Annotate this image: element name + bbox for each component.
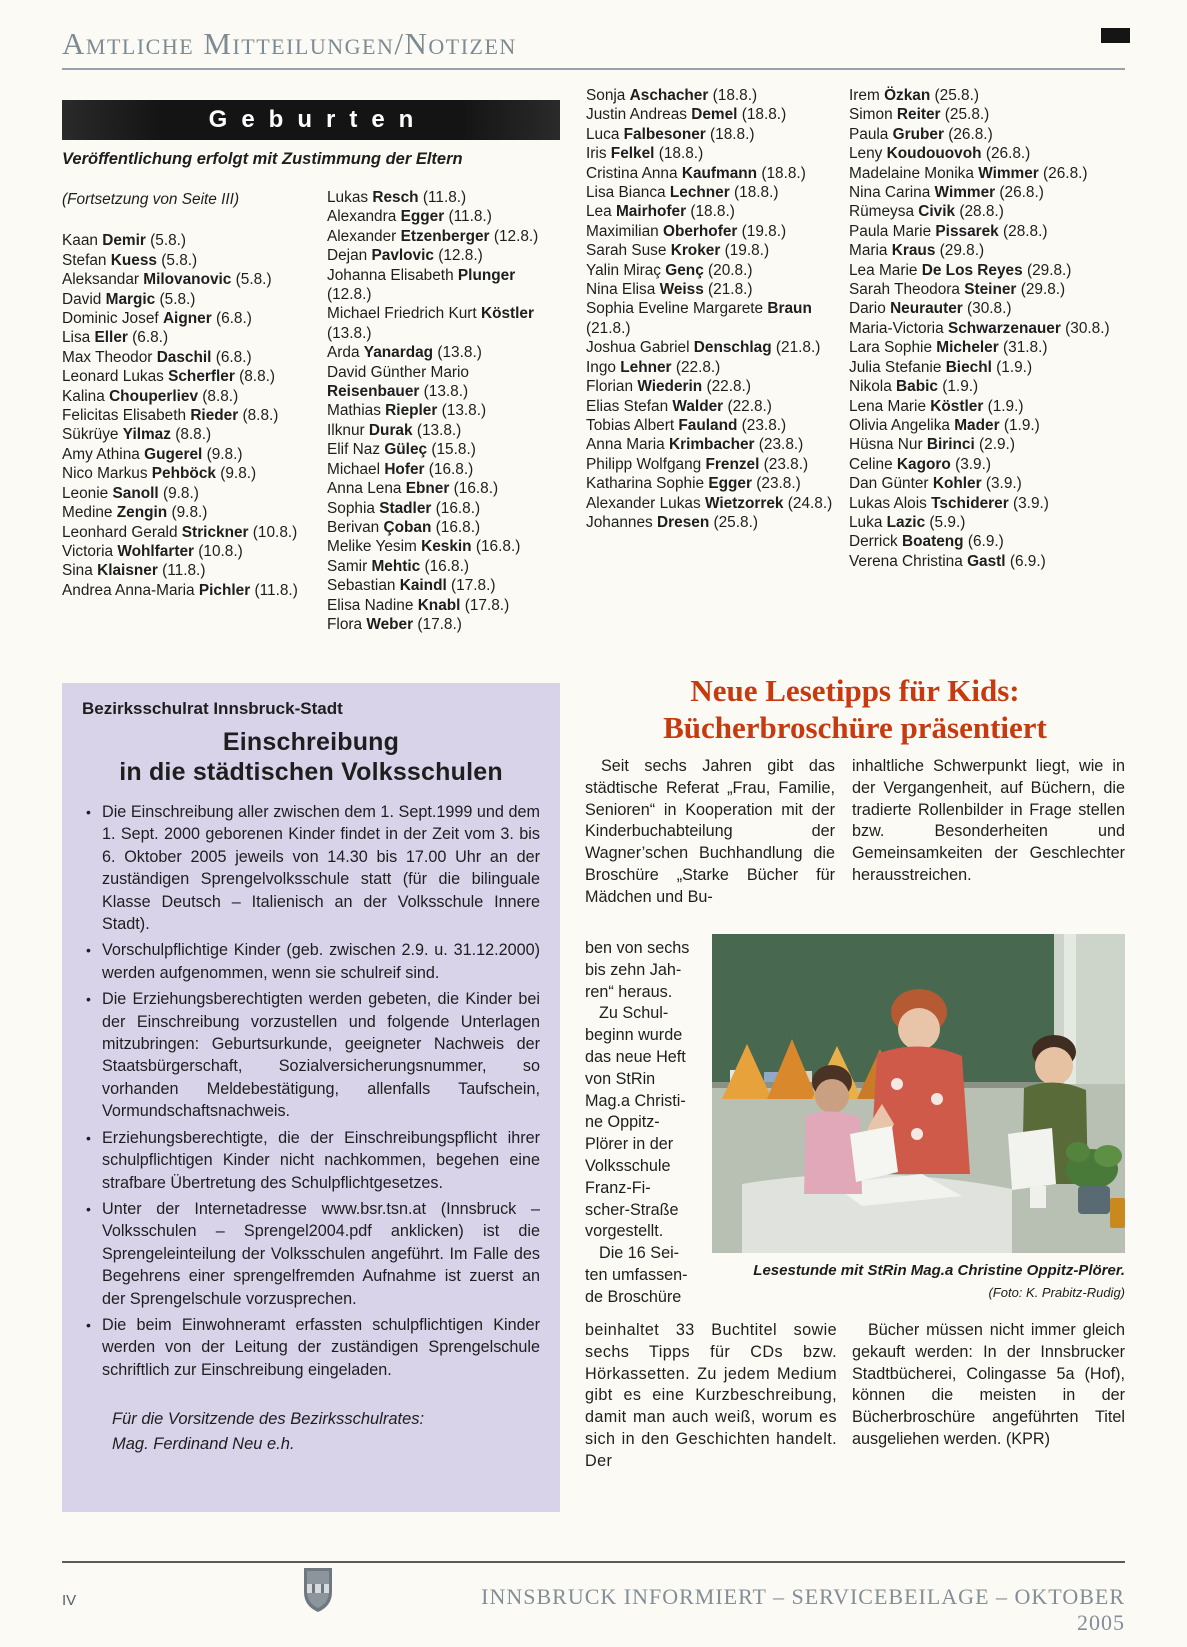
photo-caption: Lesestunde mit StRin Mag.a Christine Oppitz-Plörer.	[753, 1262, 1125, 1279]
birth-entry: Kalina Chouperliev (8.8.)	[62, 387, 239, 405]
birth-entry: Leonhard Gerald Strickner (10.8.)	[62, 523, 298, 541]
bullet-item: • Die beim Einwohneramt erfassten schulpflichtigen Kinder werden von der Leitung der zuständigen Sprengelschule schriftlich zur Einschreibung eingeladen.	[82, 1314, 540, 1381]
birth-entry: Derrick Boateng (6.9.)	[849, 533, 1004, 551]
births-column-2	[327, 188, 563, 634]
birth-entry: Olivia Angelika Mader (1.9.)	[849, 416, 1040, 434]
birth-entry: Justin Andreas Demel (18.8.)	[586, 106, 787, 124]
birth-entry: Lea Marie De Los Reyes (29.8.)	[849, 261, 1072, 279]
birth-entry: Anna Maria Krimbacher (23.8.)	[586, 436, 804, 454]
birth-entry: Michael Hofer (16.8.)	[327, 460, 474, 478]
birth-entry: Elif Naz Güleç (15.8.)	[327, 441, 476, 459]
birth-entry: Stefan Kuess (5.8.)	[62, 251, 198, 269]
births-column-3	[586, 86, 848, 532]
birth-entry: Ilknur Durak (13.8.)	[327, 421, 462, 439]
birth-entry: Mathias Riepler (13.8.)	[327, 402, 487, 420]
text-line: von StRin	[585, 1069, 656, 1088]
birth-entry: Lena Marie Köstler (1.9.)	[849, 397, 1024, 415]
birth-entry: Leonie Sanoll (9.8.)	[62, 484, 199, 502]
text-line: beginn wurde	[585, 1026, 683, 1045]
footer-rule	[62, 1561, 1125, 1563]
birth-entry: Amy Athina Gugerel (9.8.)	[62, 445, 243, 463]
text-line: ne Oppitz-	[585, 1113, 660, 1132]
article-column-left-bottom	[585, 1320, 837, 1473]
birth-entry: Rümeysa Civik (28.8.)	[849, 203, 1004, 221]
article-column-right-bottom	[852, 1320, 1125, 1451]
birth-entry: Nina Carina Wimmer (26.8.)	[849, 184, 1044, 202]
birth-entry: Dejan Pavlovic (12.8.)	[327, 247, 483, 265]
birth-entry: Joshua Gabriel Denschlag (21.8.)	[586, 339, 821, 357]
birth-entry: Michael Friedrich Kurt Köstler (13.8.)	[327, 305, 534, 342]
birth-entry: David Margic (5.8.)	[62, 290, 196, 308]
article-photo	[712, 934, 1125, 1253]
article-title	[585, 672, 1125, 746]
article-narrow-column	[585, 938, 703, 1309]
birth-entry: Anna Lena Ebner (16.8.)	[327, 480, 499, 498]
article-title-line2: Bücherbroschüre präsentiert	[663, 710, 1047, 745]
text-line: bis zehn Jah-	[585, 960, 682, 979]
birth-entry: Madelaine Monika Wimmer (26.8.)	[849, 164, 1088, 182]
birth-entry: Sebastian Kaindl (17.8.)	[327, 577, 496, 595]
birth-entry: Celine Kagoro (3.9.)	[849, 455, 991, 473]
article-column-right-top	[852, 756, 1125, 887]
birth-entry: Leny Koudouovoh (26.8.)	[849, 145, 1031, 163]
photo-credit: (Foto: K. Prabitz-Rudig)	[988, 1285, 1125, 1300]
birth-entry: Nico Markus Pehböck (9.8.)	[62, 465, 257, 483]
bullet-item: • Unter der Internetadresse www.bsr.tsn.at (Innsbruck – Volksschulen – Sprengel2004.pdf anklicken) ist die Sprengeleinteilung der Volksschulen angeführt. Im Falle des Begehrens einer sprengelfremden Aufnahme ist zuerst an der Sprengelschule vorzusprechen.	[82, 1198, 540, 1310]
bullet-item: • Vorschulpflichtige Kinder (geb. zwischen 2.9. u. 31.12.2000) werden aufgenommen, wenn sie schulreif sind.	[82, 939, 540, 984]
enrollment-signature	[112, 1407, 540, 1457]
enrollment-box	[62, 683, 560, 1512]
birth-entry: Maximilian Oberhofer (19.8.)	[586, 222, 787, 240]
birth-entry: Johannes Dresen (25.8.)	[586, 513, 758, 531]
birth-entry: Andrea Anna-Maria Pichler (11.8.)	[62, 581, 298, 599]
birth-entry: Hüsna Nur Birinci (2.9.)	[849, 436, 1015, 454]
birth-entry: Lara Sophie Micheler (31.8.)	[849, 339, 1048, 357]
bullet-item: • Die Erziehungsberechtigten werden gebeten, die Kinder bei der Einschreibung vorzustellen und folgende Unterlagen mitzubringen: Geburtsurkunde, geeigneter Nachweis der Staatsbürgerschaft, Sozialversicherungsnummer, so vorhanden Meldebestätigung, allenfalls Taufschein, Vormundschaftsnachweis.	[82, 988, 540, 1122]
births-list-1	[62, 231, 316, 600]
birth-entry: Dan Günter Kohler (3.9.)	[849, 475, 1022, 493]
birth-entry: Paula Gruber (26.8.)	[849, 125, 993, 143]
enrollment-title-line1: Einschreibung	[222, 728, 400, 756]
text-line: Mag.a Christi-	[585, 1091, 686, 1110]
birth-entry: Ingo Lehner (22.8.)	[586, 358, 721, 376]
birth-entry: David Günther Mario Reisenbauer (13.8.)	[327, 363, 469, 401]
enrollment-title-line2: in die städtischen Volksschulen	[119, 758, 503, 786]
birth-entry: Flora Weber (17.8.)	[327, 615, 462, 633]
births-list-3	[586, 86, 848, 532]
birth-entry: Paula Marie Pissarek (28.8.)	[849, 222, 1048, 240]
birth-entry: Samir Mehtic (16.8.)	[327, 557, 469, 575]
page-number: IV	[62, 1592, 77, 1609]
text-line: das neue Heft	[585, 1047, 686, 1066]
birth-entry: Irem Özkan (25.8.)	[849, 87, 980, 104]
article-paragraph: inhaltliche Schwerpunkt liegt, wie in der Vergangenheit, auf Büchern, die tradierte Rollenbilder in Frage stellen bzw. Besonderheiten und Gemeinsamkeiten der Geschlechter herausstreichen.	[852, 757, 1125, 884]
signature-line2: Mag. Ferdinand Neu e.h.	[112, 1435, 295, 1454]
birth-entry: Tobias Albert Fauland (23.8.)	[586, 416, 787, 434]
text-line: Zu Schul-	[599, 1004, 669, 1023]
text-line: Die 16 Sei-	[599, 1244, 680, 1263]
enrollment-bullet-list	[82, 801, 540, 1381]
birth-entry: Luka Lazic (5.9.)	[849, 513, 966, 531]
continuation-note: (Fortsetzung von Seite III)	[62, 191, 240, 208]
birth-entry: Alexander Lukas Wietzorrek (24.8.)	[586, 494, 833, 512]
birth-entry: Dario Neurauter (30.8.)	[849, 300, 1012, 318]
birth-entry: Lea Mairhofer (18.8.)	[586, 203, 735, 221]
births-list-2	[327, 188, 563, 634]
birth-entry: Lisa Eller (6.8.)	[62, 329, 169, 347]
birth-entry: Lisa Bianca Lechner (18.8.)	[586, 184, 779, 202]
enrollment-title	[82, 727, 540, 787]
birth-entry: Cristina Anna Kaufmann (18.8.)	[586, 164, 806, 182]
birth-entry: Sina Klaisner (11.8.)	[62, 562, 206, 580]
footer-title: INNSBRUCK INFORMIERT – SERVICEBEILAGE – OKTOBER 2005	[481, 1584, 1125, 1635]
signature-line1: Für die Vorsitzende des Bezirksschulrates:	[112, 1410, 425, 1429]
birth-entry: Victoria Wohlfarter (10.8.)	[62, 542, 243, 560]
birth-entry: Melike Yesim Keskin (16.8.)	[327, 538, 521, 556]
article-paragraph: Bücher müssen nicht immer gleich gekauft werden: In der Innsbrucker Stadtbücherei, Colingasse 5a (Hof), können die meisten in der Bücherbroschüre angeführten Titel ausgeliehen werden. (KPR)	[852, 1321, 1125, 1448]
birth-entry: Sophia Stadler (16.8.)	[327, 499, 481, 517]
birth-entry: Philipp Wolfgang Frenzel (23.8.)	[586, 455, 809, 473]
birth-entry: Alexandra Egger (11.8.)	[327, 208, 492, 226]
birth-entry: Sarah Theodora Steiner (29.8.)	[849, 281, 1066, 299]
births-column-4	[849, 86, 1127, 571]
birth-entry: Maria Kraus (29.8.)	[849, 242, 985, 260]
birth-entry: Felicitas Elisabeth Rieder (8.8.)	[62, 407, 279, 425]
births-column-1	[62, 190, 316, 600]
birth-entry: Johanna Elisabeth Plunger (12.8.)	[327, 266, 516, 304]
text-line: Plörer in der	[585, 1135, 674, 1154]
text-line: vorgestellt.	[585, 1222, 664, 1241]
birth-entry: Luca Falbesoner (18.8.)	[586, 125, 755, 143]
geburten-banner	[62, 100, 560, 140]
birth-entry: Lukas Resch (11.8.)	[327, 189, 467, 206]
bullet-item: • Die Einschreibung aller zwischen dem 1. Sept.1999 und dem 1. Sept. 2000 geborenen Kinder findet in der Zeit vom 3. bis 6. Oktober 2005 jeweils von 14.30 bis 17.00 Uhr an der zuständigen Sprengelvolksschule statt (für die bilinguale Klasse Deutsch – Italienisch an der Volksschule Innere Stadt).	[82, 801, 540, 935]
birth-entry: Sükrüye Yilmaz (8.8.)	[62, 426, 212, 444]
birth-entry: Simon Reiter (25.8.)	[849, 106, 990, 124]
birth-entry: Sonja Aschacher (18.8.)	[586, 87, 758, 104]
text-line: Volksschule	[585, 1156, 671, 1175]
birth-entry: Kaan Demir (5.8.)	[62, 232, 187, 250]
text-line: scher-Straße	[585, 1200, 679, 1219]
birth-entry: Nikola Babic (1.9.)	[849, 378, 979, 396]
birth-entry: Katharina Sophie Egger (23.8.)	[586, 475, 801, 493]
article-paragraph: beinhaltet 33 Buchtitel sowie sechs Tipps für CDs bzw. Hörkassetten. Zu jedem Medium gibt es eine Kurzbeschreibung, damit man auch weiß, worum es sich in den Geschichten handelt. Der	[585, 1321, 837, 1470]
print-registration-mark	[1101, 28, 1130, 43]
birth-entry: Aleksandar Milovanovic (5.8.)	[62, 271, 272, 289]
birth-entry: Elias Stefan Walder (22.8.)	[586, 397, 772, 415]
geburten-subtitle: Veröffentlichung erfolgt mit Zustimmung der Eltern	[62, 150, 463, 168]
article-paragraph: Seit sechs Jahren gibt das städtische Referat „Frau, Familie, Senioren“ in Kooperation mit der Kinderbuchabteilung der Wagner’schen Buchhandlung die Broschüre „Starke Bücher für Mädchen und Bu-	[585, 757, 835, 906]
innsbruck-crest-logo	[300, 1566, 336, 1614]
article-title-line1: Neue Lesetipps für Kids:	[690, 673, 1020, 708]
enrollment-kicker: Bezirksschulrat Innsbruck-Stadt	[82, 699, 343, 718]
page-header: Amtliche Mitteilungen/Notizen	[62, 26, 517, 61]
birth-entry: Yalin Miraç Genç (20.8.)	[586, 261, 753, 279]
birth-entry: Leonard Lukas Scherfler (8.8.)	[62, 368, 276, 386]
header-rule	[62, 68, 1125, 70]
birth-entry: Dominic Josef Aigner (6.8.)	[62, 310, 252, 328]
birth-entry: Iris Felkel (18.8.)	[586, 145, 704, 163]
text-line: de Broschüre	[585, 1287, 682, 1306]
birth-entry: Sophia Eveline Margarete Braun (21.8.)	[586, 300, 812, 337]
births-list-4	[849, 86, 1127, 571]
birth-entry: Alexander Etzenberger (12.8.)	[327, 227, 539, 245]
birth-entry: Maria-Victoria Schwarzenauer (30.8.)	[849, 319, 1110, 337]
article-column-left-top	[585, 756, 835, 909]
birth-entry: Elisa Nadine Knabl (17.8.)	[327, 596, 510, 614]
text-line: Franz-Fi-	[585, 1178, 651, 1197]
text-line: ben von sechs	[585, 939, 690, 957]
text-line: ten umfassen-	[585, 1265, 688, 1284]
classroom-photo-illustration	[712, 934, 1125, 1253]
birth-entry: Verena Christina Gastl (6.9.)	[849, 552, 1046, 570]
text-line: ren“ heraus.	[585, 982, 673, 1001]
birth-entry: Florian Wiederin (22.8.)	[586, 378, 751, 396]
birth-entry: Arda Yanardag (13.8.)	[327, 344, 482, 362]
bullet-item: • Erziehungsberechtigte, die der Einschreibungspflicht ihrer schulpflichtigen Kinder nicht nachkommen, begehen eine strafbare Übertretung des Schulpflichtgesetzes.	[82, 1127, 540, 1194]
birth-entry: Julia Stefanie Biechl (1.9.)	[849, 358, 1033, 376]
birth-entry: Nina Elisa Weiss (21.8.)	[586, 281, 753, 299]
birth-entry: Max Theodor Daschil (6.8.)	[62, 348, 252, 366]
birth-entry: Sarah Suse Kroker (19.8.)	[586, 242, 770, 260]
birth-entry: Berivan Çoban (16.8.)	[327, 518, 481, 536]
birth-entry: Lukas Alois Tschiderer (3.9.)	[849, 494, 1049, 512]
birth-entry: Medine Zengin (9.8.)	[62, 504, 208, 522]
geburten-title: Geburten	[208, 106, 428, 133]
